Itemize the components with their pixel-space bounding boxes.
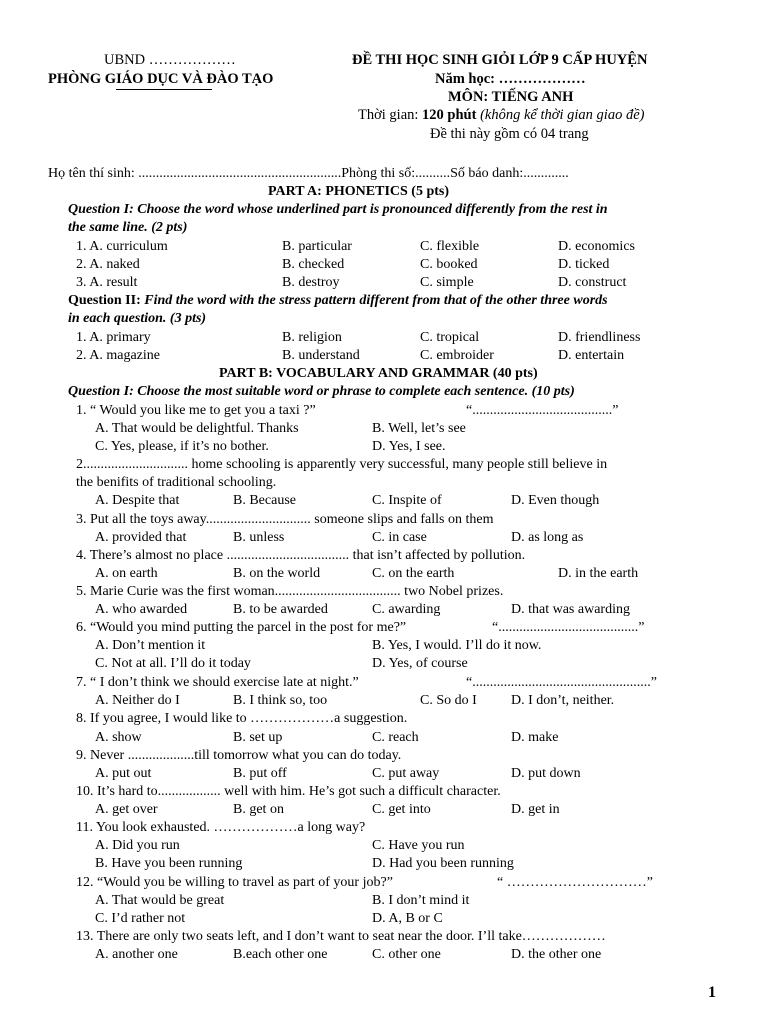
answer-blank: “........................................”	[492, 620, 645, 635]
question-stem: 4. There’s almost no place ................................... that isn’t affected by pollution.	[76, 548, 526, 563]
option: 1. A. primary	[76, 330, 151, 345]
option: C. reach	[372, 730, 419, 745]
question-stem: 11. You look exhausted. ………………a long way?	[76, 820, 366, 835]
option: D. economics	[558, 239, 635, 254]
option: A. get over	[95, 802, 158, 817]
option: B. destroy	[282, 275, 340, 290]
option: B. understand	[282, 348, 360, 363]
option: A. That would be great	[95, 893, 225, 908]
option: D. Even though	[511, 493, 600, 508]
option: D. the other one	[511, 947, 602, 962]
option: B. on the world	[233, 566, 321, 581]
option: 3. A. result	[76, 275, 138, 290]
option: D. construct	[558, 275, 627, 290]
part-a-title: PART A: PHONETICS (5 pts)	[268, 184, 450, 199]
option: B. Yes, I would. I’ll do it now.	[372, 638, 542, 653]
part-a-q2-title: Question II: Find the word with the stress pattern different from that of the other three words	[68, 293, 608, 308]
option: B. checked	[282, 257, 345, 272]
question-stem: 3. Put all the toys away.............................. someone slips and falls on them	[76, 512, 494, 527]
option: D. Had you been running	[372, 856, 514, 871]
option: C. put away	[372, 766, 440, 781]
option: C. Have you run	[372, 838, 465, 853]
option: C. Not at all. I’ll do it today	[95, 656, 251, 671]
option: D. entertain	[558, 348, 625, 363]
option: B. Well, let’s see	[372, 421, 466, 436]
option: A. provided that	[95, 530, 187, 545]
option: B. I think so, too	[233, 693, 328, 708]
option: B. religion	[282, 330, 342, 345]
answer-blank: “...................................................”	[466, 675, 657, 690]
question-stem: 1. “ Would you like me to get you a taxi ?”	[76, 403, 316, 418]
option: A. another one	[95, 947, 178, 962]
answer-blank: “ …………………………”	[497, 875, 653, 890]
question-stem: 2.............................. home schooling is apparently very successful, many people still believe in	[76, 457, 608, 472]
header-left-line1: UBND ………………	[104, 52, 236, 68]
option: 1. A. curriculum	[76, 239, 168, 254]
exam-title: ĐỀ THI HỌC SINH GIỎI LỚP 9 CẤP HUYỆN	[352, 52, 648, 68]
option: C. Inspite of	[372, 493, 442, 508]
question-stem: 8. If you agree, I would like to ………………a suggestion.	[76, 711, 408, 726]
option: C. in case	[372, 530, 427, 545]
option: D. I don’t, neither.	[511, 693, 615, 708]
option: D. in the earth	[558, 566, 639, 581]
option: C. Yes, please, if it’s no bother.	[95, 439, 269, 454]
option: C. other one	[372, 947, 441, 962]
option: A. Did you run	[95, 838, 180, 853]
option: D. ticked	[558, 257, 610, 272]
question-stem: 12. “Would you be willing to travel as part of your job?”	[76, 875, 393, 890]
question-stem: 7. “ I don’t think we should exercise late at night.”	[76, 675, 359, 690]
part-a-q2-title-cont: in each question. (3 pts)	[68, 311, 207, 326]
option: D. make	[511, 730, 559, 745]
option: C. awarding	[372, 602, 441, 617]
option: D. that was awarding	[511, 602, 630, 617]
option: C. get into	[372, 802, 431, 817]
option: B. set up	[233, 730, 283, 745]
option: C. booked	[420, 257, 478, 272]
question-stem: 6. “Would you mind putting the parcel in the post for me?”	[76, 620, 407, 635]
option: B. unless	[233, 530, 285, 545]
option: 2. A. naked	[76, 257, 140, 272]
option: D. as long as	[511, 530, 584, 545]
question-stem: 10. It’s hard to.................. well with him. He’s got such a difficult character.	[76, 784, 501, 799]
subject: MÔN: TIẾNG ANH	[448, 89, 574, 105]
part-b-q1-title: Question I: Choose the most suitable word or phrase to complete each sentence. (10 pts)	[68, 384, 575, 399]
option: A. show	[95, 730, 142, 745]
option: B. put off	[233, 766, 287, 781]
part-a-q1-title: Question I: Choose the word whose underlined part is pronounced differently from the rest in	[68, 202, 608, 217]
option: C. flexible	[420, 239, 480, 254]
option: C. So do I	[420, 693, 477, 708]
option: C. I’d rather not	[95, 911, 186, 926]
answer-blank: “........................................”	[466, 403, 619, 418]
option: B. particular	[282, 239, 352, 254]
option: B. Have you been running	[95, 856, 243, 871]
page-number: 1	[708, 984, 716, 1001]
option: B. I don’t mind it	[372, 893, 470, 908]
question-stem: 9. Never ...................till tomorrow what you can do today.	[76, 748, 402, 763]
school-year: Năm học: ………………	[435, 71, 586, 87]
pages-note: Đề thi này gồm có 04 trang	[430, 126, 589, 142]
option: A. That would be delightful. Thanks	[95, 421, 299, 436]
part-a-q1-title-cont: the same line. (2 pts)	[68, 220, 188, 235]
option: C. simple	[420, 275, 474, 290]
question-stem: 13. There are only two seats left, and I don’t want to seat near the door. I’ll take………………	[76, 929, 606, 944]
option: A. who awarded	[95, 602, 188, 617]
part-b-title: PART B: VOCABULARY AND GRAMMAR (40 pts)	[219, 366, 538, 381]
option: B. get on	[233, 802, 284, 817]
option: A. Don’t mention it	[95, 638, 206, 653]
option: B. Because	[233, 493, 296, 508]
option: D. Yes, of course	[372, 656, 468, 671]
option: A. Despite that	[95, 493, 180, 508]
option: A. on earth	[95, 566, 158, 581]
option: C. on the earth	[372, 566, 455, 581]
question-stem: 5. Marie Curie was the first woman.................................... two Nobel prizes.	[76, 584, 504, 599]
time-line: Thời gian: 120 phút (không kể thời gian giao đề)	[358, 107, 645, 123]
question-stem-cont: the benifits of traditional schooling.	[76, 475, 277, 490]
option: D. Yes, I see.	[372, 439, 446, 454]
option: D. put down	[511, 766, 581, 781]
option: D. A, B or C	[372, 911, 443, 926]
option: 2. A. magazine	[76, 348, 160, 363]
option: D. friendliness	[558, 330, 641, 345]
option: A. put out	[95, 766, 152, 781]
header-divider	[116, 89, 212, 90]
student-info-line: Họ tên thí sinh: ..........................................................Phòng thi số:..........Số báo danh:.............	[48, 166, 569, 181]
option: A. Neither do I	[95, 693, 180, 708]
header-department: PHÒNG GIÁO DỤC VÀ ĐÀO TẠO	[48, 71, 274, 87]
option: C. tropical	[420, 330, 480, 345]
option: B. to be awarded	[233, 602, 328, 617]
option: C. embroider	[420, 348, 494, 363]
option: B.each other one	[233, 947, 328, 962]
option: D. get in	[511, 802, 560, 817]
